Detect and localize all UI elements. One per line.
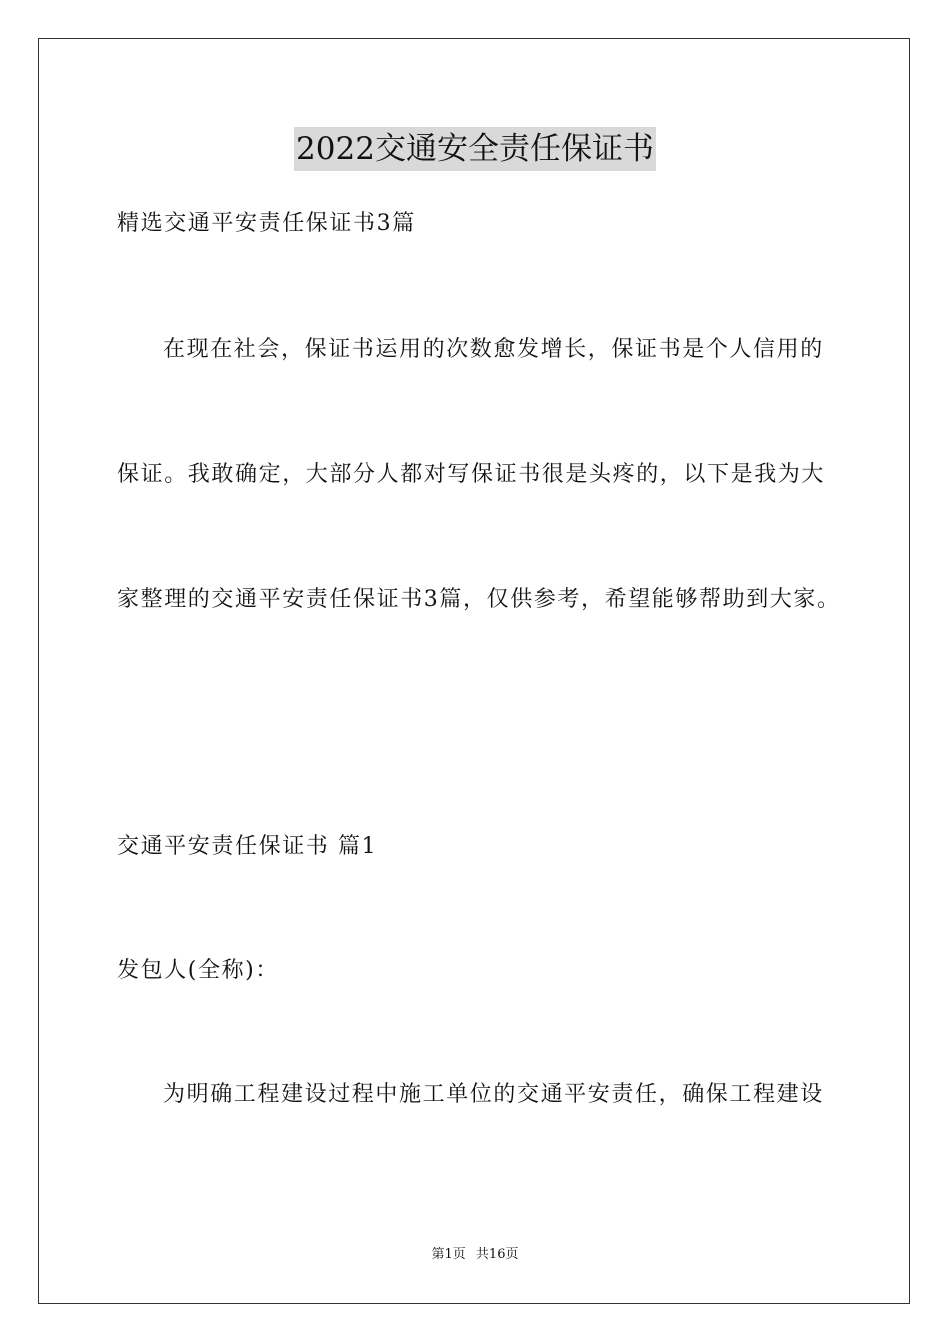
intro-line-1: 在现在社会，保证书运用的次数愈发增长，保证书是个人信用的 (163, 337, 824, 362)
section-heading: 交通平安责任保证书 篇1 (117, 834, 378, 859)
intro-line-2: 保证。我敢确定，大部分人都对写保证书很是头疼的，以下是我为大 (117, 462, 826, 487)
document-subtitle: 精选交通平安责任保证书3篇 (117, 211, 416, 236)
body-paragraph-line: 为明确工程建设过程中施工单位的交通平安责任，确保工程建设 (163, 1082, 824, 1107)
document-title: 2022交通安全责任保证书 (294, 127, 656, 171)
title-container (0, 127, 950, 171)
page-footer: 第1页 共16页 (431, 1247, 519, 1262)
intro-line-3: 家整理的交通平安责任保证书3篇，仅供参考，希望能够帮助到大家。 (117, 587, 841, 612)
employer-label: 发包人(全称)： (117, 958, 279, 983)
